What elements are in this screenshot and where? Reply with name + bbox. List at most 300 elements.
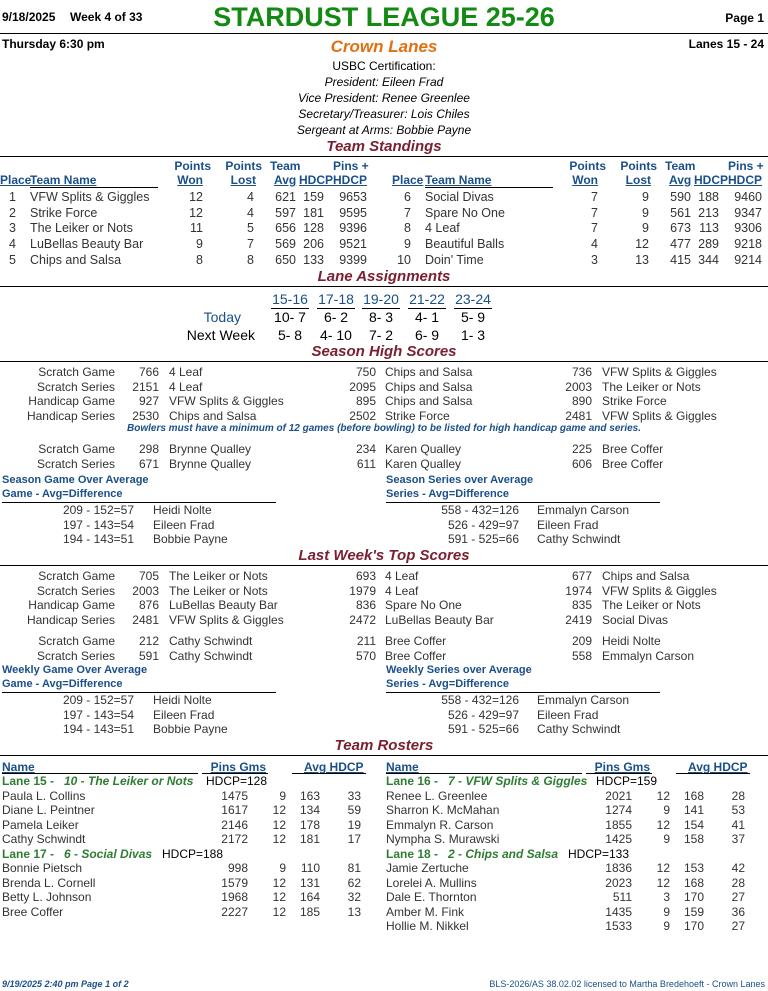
- roster-games: 9: [663, 803, 670, 817]
- score-team: VFW Splits & Giggles: [602, 365, 717, 379]
- standing-place: 6: [404, 190, 411, 204]
- score-team: Spare No One: [385, 598, 462, 612]
- standing-team: Beautiful Balls: [425, 237, 505, 252]
- score-category: Scratch Game: [38, 569, 115, 583]
- series-over-average-heading: Weekly Series over Average: [386, 664, 532, 676]
- score-team: Strike Force: [602, 394, 667, 408]
- col-head-team-name: Team Name: [425, 173, 492, 187]
- standing-hdcp: 113: [699, 221, 719, 236]
- standing-points-lost: 4: [247, 190, 254, 204]
- score-category: Scratch Game: [38, 442, 115, 456]
- today-matchup: 5- 9: [460, 309, 486, 325]
- print-date: 9/18/2025: [2, 10, 56, 24]
- officers-block: [0, 58, 768, 138]
- officer-line: Sergeant at Arms: Bobbie Payne: [296, 123, 472, 137]
- game-over-average-heading: Weekly Game Over Average: [2, 664, 148, 676]
- roster-pins: 2023: [605, 875, 632, 890]
- standing-hdcp: 128: [303, 221, 324, 236]
- roster-avg: 141: [683, 803, 704, 817]
- roster-lane: Lane 17 -: [2, 846, 55, 861]
- roster-col-avg-hdcp: Avg HDCP: [304, 760, 364, 774]
- standing-points-won: 3: [591, 252, 598, 267]
- roster-games: 9: [663, 919, 670, 933]
- col-head-team-avg: Team: [665, 159, 696, 173]
- roster-pins: 2172: [221, 832, 248, 846]
- lastweek-title: Last Week's Top Scores: [298, 547, 470, 564]
- standing-pins-hdcp: 9306: [734, 221, 762, 236]
- col-head-points-won: Points: [569, 159, 606, 173]
- score-value: 2003: [132, 583, 159, 598]
- score-category: Scratch Series: [36, 456, 115, 471]
- lane-pair-header: 23-24: [455, 291, 491, 307]
- roster-team-hdcp: HDCP=128: [206, 774, 268, 788]
- roster-team-hdcp: HDCP=188: [162, 846, 224, 861]
- series-bowler: Cathy Schwindt: [537, 722, 621, 736]
- today-matchup: 8- 3: [368, 309, 394, 325]
- score-value: 2095: [349, 379, 376, 394]
- roster-team-name: 10 - The Leiker or Nots: [64, 774, 194, 788]
- score-bowler: Heidi Nolte: [602, 634, 661, 648]
- header-rule: [0, 33, 768, 34]
- today-matchup: 10- 7: [274, 309, 306, 325]
- roster-avg: 164: [299, 890, 320, 904]
- score-bowler: Brynne Qualley: [169, 456, 252, 471]
- standing-pins-hdcp: 9396: [339, 221, 367, 236]
- roster-games: 12: [656, 788, 670, 803]
- roster-lane: Lane 16 -: [386, 774, 439, 788]
- standing-team-avg: 590: [670, 190, 691, 204]
- score-category: Handicap Series: [26, 408, 115, 423]
- roster-hdcp: 28: [731, 875, 745, 890]
- roster-hdcp: 42: [731, 861, 745, 875]
- roster-bowler-name: Hollie M. Nikkel: [386, 919, 469, 933]
- today-matchup: 6- 2: [323, 309, 349, 325]
- score-value: 234: [355, 442, 376, 456]
- col-head-points-lost: Points: [225, 159, 262, 173]
- roster-avg: 131: [299, 875, 320, 890]
- roster-team-name: 6 - Social Divas: [64, 846, 153, 861]
- standing-team: VFW Splits & Giggles: [30, 190, 150, 204]
- score-bowler: Karen Qualley: [385, 456, 462, 471]
- col-head-place: Place: [0, 173, 32, 187]
- score-bowler: Bree Coffer: [602, 456, 664, 471]
- roster-avg-rule: [292, 773, 366, 774]
- standing-team: 4 Leaf: [425, 221, 460, 236]
- standing-team-avg: 597: [275, 205, 296, 220]
- series-difference: 526 - 429=97: [447, 517, 519, 532]
- score-value: 836: [355, 598, 376, 612]
- standing-points-won: 7: [591, 190, 598, 204]
- standing-team-avg: 673: [670, 221, 691, 236]
- score-team: VFW Splits & Giggles: [169, 612, 284, 627]
- roster-hdcp: 28: [731, 788, 745, 803]
- standing-points-won: 12: [189, 205, 203, 220]
- col-head-points-lost: Points: [620, 159, 657, 173]
- score-value: 558: [571, 648, 592, 663]
- standings-rule: [0, 156, 768, 157]
- standing-pins-hdcp: 9460: [734, 190, 762, 204]
- center-name: Crown Lanes: [330, 37, 438, 56]
- score-bowler: Emmalyn Carson: [602, 648, 695, 663]
- score-team: Social Divas: [602, 612, 669, 627]
- roster-bowler-name: Jamie Zertuche: [386, 861, 469, 875]
- score-value: 2003: [565, 379, 592, 394]
- score-team: Strike Force: [385, 408, 450, 423]
- roster-pins: 1533: [605, 919, 632, 933]
- standing-team-avg: 561: [670, 205, 691, 220]
- score-bowler: Bree Coffer: [385, 634, 447, 648]
- score-value: 570: [355, 648, 376, 663]
- roster-games: 12: [272, 890, 286, 904]
- day-time: Thursday 6:30 pm: [2, 37, 105, 51]
- standing-points-lost: 9: [642, 190, 649, 204]
- roster-pins: 2021: [605, 788, 632, 803]
- score-team: Chips and Salsa: [385, 394, 473, 408]
- score-team: The Leiker or Nots: [169, 569, 268, 583]
- score-bowler: Bree Coffer: [602, 442, 664, 456]
- standing-pins-hdcp: 9347: [734, 205, 762, 220]
- roster-bowler-name: Sharron K. McMahan: [386, 803, 500, 817]
- standing-place: 8: [404, 221, 411, 236]
- standing-team: The Leiker or Nots: [30, 221, 133, 236]
- roster-pins: 1425: [605, 832, 632, 846]
- standing-team: Chips and Salsa: [30, 252, 122, 267]
- roster-avg: 181: [299, 832, 320, 846]
- roster-games: 12: [656, 861, 670, 875]
- roster-bowler-name: Cathy Schwindt: [2, 832, 86, 846]
- standing-hdcp: 159: [303, 190, 324, 204]
- roster-pins: 1836: [605, 861, 632, 875]
- roster-avg: 153: [683, 861, 704, 875]
- score-category: Scratch Game: [38, 634, 115, 648]
- score-category: Scratch Series: [36, 648, 115, 663]
- game-difference: 197 - 143=54: [62, 707, 134, 722]
- score-category: Handicap Game: [28, 598, 115, 612]
- score-value: 606: [571, 456, 592, 471]
- roster-games: 12: [656, 875, 670, 890]
- roster-pins: 1968: [221, 890, 248, 904]
- score-value: 212: [138, 634, 159, 648]
- score-value: 895: [355, 394, 376, 408]
- roster-games: 9: [279, 861, 286, 875]
- standing-place: 5: [9, 252, 16, 267]
- score-team: Chips and Salsa: [602, 569, 690, 583]
- col-head-place: Place: [392, 173, 424, 187]
- roster-hdcp: 41: [731, 817, 745, 832]
- roster-team-hdcp: HDCP=133: [568, 846, 630, 861]
- roster-avg: 168: [683, 788, 704, 803]
- score-value: 2481: [565, 408, 592, 423]
- officer-line: USBC Certification:: [332, 59, 436, 73]
- roster-hdcp: 62: [347, 875, 361, 890]
- roster-pins: 1435: [605, 904, 632, 919]
- score-bowler: Bree Coffer: [385, 648, 447, 663]
- score-value: 2502: [349, 408, 376, 423]
- roster-team-hdcp: HDCP=159: [596, 774, 658, 788]
- roster-avg: 170: [683, 890, 704, 904]
- standing-team-avg: 621: [275, 190, 296, 204]
- roster-games: 3: [663, 890, 670, 904]
- today-label: Today: [203, 309, 241, 325]
- roster-bowler-name: Paula L. Collins: [2, 788, 86, 803]
- next-week-matchup: 5- 8: [277, 327, 303, 343]
- roster-pins: 1617: [221, 803, 248, 817]
- roster-games: 12: [656, 817, 670, 832]
- roster-bowler-name: Bree Coffer: [2, 904, 64, 919]
- score-team: The Leiker or Nots: [602, 379, 701, 394]
- standing-points-lost: 5: [247, 221, 254, 236]
- roster-avg: 110: [300, 861, 320, 875]
- col-head-hdcp: HDCP: [694, 173, 729, 187]
- season-title: Season High Scores: [311, 343, 457, 360]
- roster-hdcp: 81: [347, 861, 361, 875]
- score-team: 4 Leaf: [169, 365, 203, 379]
- standing-pins-hdcp: 9399: [339, 252, 367, 267]
- roster-hdcp: 27: [731, 919, 745, 933]
- col-head-team-name: Team Name: [30, 173, 97, 187]
- standing-team-avg: 569: [275, 237, 296, 252]
- col-head-pins-hdcp: Pins +: [728, 159, 764, 173]
- rosters-title: Team Rosters: [334, 737, 434, 754]
- score-value: 2419: [565, 612, 592, 627]
- roster-games: 12: [272, 832, 286, 846]
- roster-pins: 1855: [605, 817, 632, 832]
- roster-lane: Lane 15 -: [2, 774, 55, 788]
- series-over-average-heading: Season Series over Average: [386, 474, 534, 486]
- roster-hdcp: 13: [347, 904, 361, 919]
- roster-hdcp: 59: [347, 803, 361, 817]
- score-value: 835: [571, 598, 592, 612]
- score-value: 2151: [132, 379, 159, 394]
- roster-avg: 154: [683, 817, 704, 832]
- standing-hdcp: 213: [698, 205, 719, 220]
- standing-points-lost: 8: [247, 252, 254, 267]
- standing-points-lost: 9: [642, 221, 649, 236]
- series-difference: 591 - 525=66: [447, 532, 519, 546]
- standing-team: Strike Force: [30, 205, 98, 220]
- roster-avg: 168: [683, 875, 704, 890]
- series-bowler: Eileen Frad: [537, 707, 599, 722]
- series-bowler: Eileen Frad: [537, 517, 599, 532]
- series-bowler: Cathy Schwindt: [537, 532, 621, 546]
- standing-pins-hdcp: 9218: [734, 237, 762, 252]
- standing-place: 7: [404, 205, 411, 220]
- standing-team: Doin' Time: [425, 252, 484, 267]
- score-bowler: Cathy Schwindt: [169, 634, 253, 648]
- col-head-pins-hdcp: Pins +: [333, 159, 369, 173]
- score-category: Scratch Series: [36, 583, 115, 598]
- score-value: 671: [138, 456, 159, 471]
- roster-bowler-name: Brenda L. Cornell: [2, 875, 96, 890]
- standing-points-lost: 4: [247, 205, 254, 220]
- score-bowler: Brynne Qualley: [169, 442, 252, 456]
- lane-pair-header: 21-22: [409, 291, 445, 307]
- col-head-hdcp: HDCP: [299, 173, 334, 187]
- roster-avg: 170: [683, 919, 704, 933]
- roster-bowler-name: Betty L. Johnson: [2, 890, 92, 904]
- roster-games: 12: [272, 803, 286, 817]
- standing-points-won: 4: [591, 237, 598, 252]
- score-value: 611: [356, 456, 376, 471]
- score-value: 298: [138, 442, 159, 456]
- lane-pair-header: 17-18: [318, 291, 354, 307]
- roster-hdcp: 33: [347, 788, 361, 803]
- score-team: The Leiker or Nots: [602, 598, 701, 612]
- next-week-matchup: 6- 9: [414, 327, 440, 343]
- score-category: Handicap Game: [28, 394, 115, 408]
- rosters-rule: [0, 755, 768, 756]
- score-bowler: Cathy Schwindt: [169, 648, 253, 663]
- series-difference: 591 - 525=66: [447, 722, 519, 736]
- score-team: VFW Splits & Giggles: [602, 583, 717, 598]
- col-head-points-lost: Lost: [230, 173, 256, 187]
- series-difference: 558 - 432=126: [441, 503, 519, 517]
- roster-bowler-name: Pamela Leiker: [2, 817, 79, 832]
- score-team: Chips and Salsa: [385, 379, 473, 394]
- col-head-points-won: Won: [572, 173, 598, 187]
- standing-points-won: 11: [190, 221, 203, 236]
- roster-games: 12: [272, 817, 286, 832]
- season-rule: [0, 361, 768, 362]
- standing-team-avg: 415: [670, 252, 691, 267]
- score-team: Chips and Salsa: [169, 408, 257, 423]
- score-value: 591: [138, 648, 159, 663]
- standing-hdcp: 181: [303, 205, 324, 220]
- score-category: Scratch Game: [38, 365, 115, 379]
- standing-team: Spare No One: [425, 205, 505, 220]
- lastweek-rule: [0, 565, 768, 566]
- standing-pins-hdcp: 9595: [339, 205, 367, 220]
- score-value: 209: [571, 634, 592, 648]
- minimum-games-note: Bowlers must have a minimum of 12 games (before bowling) to be listed for high handicap game and series.: [127, 423, 641, 434]
- roster-games: 12: [272, 875, 286, 890]
- roster-hdcp: 19: [347, 817, 361, 832]
- team-name-underline: [30, 187, 158, 188]
- standing-points-lost: 7: [247, 237, 254, 252]
- game-over-average-subheading: Game - Avg=Difference: [2, 678, 123, 690]
- col-head-points-lost: Lost: [625, 173, 651, 187]
- standings-title: Team Standings: [326, 138, 442, 155]
- standing-place: 4: [9, 237, 16, 252]
- standing-points-lost: 9: [642, 205, 649, 220]
- score-value: 736: [571, 365, 592, 379]
- roster-col-name: Name: [2, 760, 35, 774]
- col-head-team-avg: Avg: [274, 173, 297, 187]
- col-head-team-avg: Avg: [669, 173, 692, 187]
- next-week-label: Next Week: [186, 327, 255, 343]
- score-value: 705: [138, 569, 159, 583]
- standing-points-won: 7: [591, 205, 598, 220]
- officer-line: Secretary/Treasurer: Lois Chiles: [298, 107, 470, 121]
- lane-pair-header: 15-16: [272, 291, 308, 307]
- roster-hdcp: 36: [731, 904, 745, 919]
- score-team: VFW Splits & Giggles: [169, 394, 284, 408]
- roster-pins: 1579: [221, 875, 248, 890]
- footer-license: BLS-2026/AS 38.02.02 licensed to Martha Bredehoeft - Crown Lanes: [489, 979, 765, 989]
- roster-avg: 178: [299, 817, 320, 832]
- officer-line: Vice President: Renee Greenlee: [298, 91, 470, 105]
- lanes-range: Lanes 15 - 24: [688, 37, 764, 51]
- roster-avg: 163: [299, 788, 320, 803]
- roster-hdcp: 53: [731, 803, 745, 817]
- standing-points-won: 8: [196, 252, 203, 267]
- standing-points-lost: 12: [635, 237, 649, 252]
- standing-points-lost: 13: [635, 252, 649, 267]
- roster-bowler-name: Bonnie Pietsch: [2, 861, 83, 875]
- game-difference: 209 - 152=57: [62, 693, 134, 707]
- game-bowler: Eileen Frad: [153, 517, 215, 532]
- score-team: 4 Leaf: [385, 569, 419, 583]
- standing-points-won: 12: [189, 190, 203, 204]
- standing-team-avg: 477: [670, 237, 691, 252]
- score-team: LuBellas Beauty Bar: [385, 612, 494, 627]
- roster-col-name: Name: [386, 760, 419, 774]
- col-head-points-won: Won: [177, 173, 203, 187]
- series-difference: 558 - 432=126: [441, 693, 519, 707]
- lanes-rule: [0, 286, 768, 287]
- lane-pair-header: 19-20: [363, 291, 399, 307]
- roster-games: 12: [272, 904, 286, 919]
- week-info: Week 4 of 33: [70, 10, 143, 24]
- roster-pins: 2146: [221, 817, 248, 832]
- standing-hdcp: 206: [303, 237, 324, 252]
- score-category: Scratch Series: [36, 379, 115, 394]
- roster-games: 9: [663, 904, 670, 919]
- standing-hdcp: 188: [698, 190, 719, 204]
- lanes-title: Lane Assignments: [317, 268, 451, 285]
- standing-hdcp: 289: [698, 237, 719, 252]
- roster-avg: 134: [299, 803, 320, 817]
- score-value: 677: [571, 569, 592, 583]
- score-bowler: Karen Qualley: [385, 442, 462, 456]
- score-team: VFW Splits & Giggles: [602, 408, 717, 423]
- standing-place: 1: [9, 190, 16, 204]
- game-bowler: Eileen Frad: [153, 707, 215, 722]
- standing-points-won: 7: [591, 221, 598, 236]
- roster-lane: Lane 18 -: [386, 846, 439, 861]
- game-bowler: Heidi Nolte: [153, 693, 212, 707]
- roster-pins: 511: [612, 890, 632, 904]
- roster-avg-rule: [676, 773, 750, 774]
- standing-hdcp: 344: [698, 252, 719, 267]
- roster-col-avg-hdcp: Avg HDCP: [688, 760, 748, 774]
- score-value: 225: [571, 442, 592, 456]
- score-team: LuBellas Beauty Bar: [169, 598, 278, 612]
- score-team: The Leiker or Nots: [169, 583, 268, 598]
- roster-pins: 998: [227, 861, 248, 875]
- standing-hdcp: 133: [303, 252, 324, 267]
- score-value: 2472: [349, 612, 376, 627]
- game-over-average-heading: Season Game Over Average: [2, 474, 149, 486]
- roster-games: 9: [279, 788, 286, 803]
- score-value: 750: [355, 365, 376, 379]
- next-week-matchup: 1- 3: [460, 327, 486, 343]
- game-bowler: Bobbie Payne: [153, 532, 228, 546]
- roster-bowler-name: Dale E. Thornton: [386, 890, 477, 904]
- roster-hdcp: 17: [347, 832, 361, 846]
- col-head-pins-hdcp: HDCP: [728, 173, 763, 187]
- roster-pins: 1274: [605, 803, 632, 817]
- roster-bowler-name: Diane L. Peintner: [2, 803, 95, 817]
- standing-points-won: 9: [196, 237, 203, 252]
- standing-place: 3: [9, 221, 16, 236]
- score-value: 2481: [132, 612, 159, 627]
- league-title: STARDUST LEAGUE 25-26: [213, 2, 555, 32]
- series-over-average-subheading: Series - Avg=Difference: [386, 488, 509, 500]
- game-difference: 197 - 143=54: [62, 517, 134, 532]
- game-bowler: Heidi Nolte: [153, 503, 212, 517]
- col-head-pins-hdcp: HDCP: [333, 173, 368, 187]
